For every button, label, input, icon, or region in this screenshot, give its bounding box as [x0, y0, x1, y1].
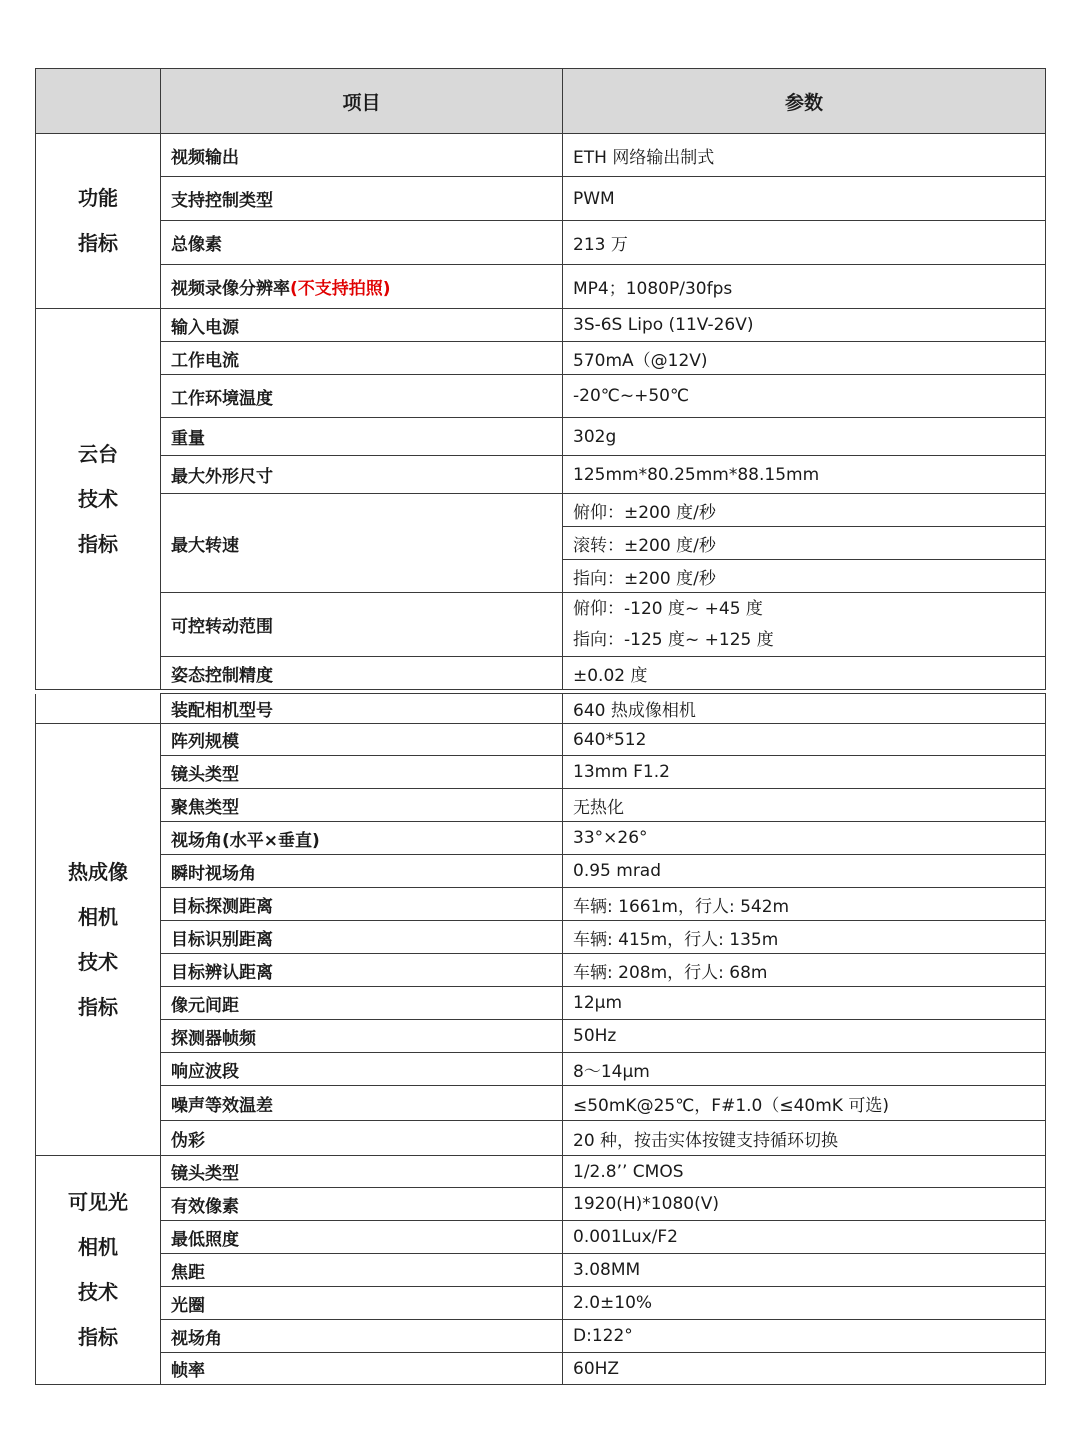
item-cell: 工作电流	[161, 342, 563, 375]
table-row	[36, 1053, 1046, 1086]
value-cell: 50Hz	[563, 1020, 1046, 1053]
table-row	[36, 756, 1046, 789]
no-photo-note: (不支持拍照)	[290, 279, 391, 299]
table-row	[36, 921, 1046, 954]
table-row	[36, 1188, 1046, 1221]
item-cell: 装配相机型号	[161, 694, 563, 724]
value-cell: 125mm*80.25mm*88.15mm	[563, 456, 1046, 494]
value-cell: ±0.02 度	[563, 657, 1046, 690]
header-item: 项目	[161, 69, 563, 134]
header-row	[36, 69, 1046, 134]
item-cell: 响应波段	[161, 1053, 563, 1086]
item-cell: 视场角(水平×垂直)	[161, 822, 563, 855]
value-cell: 滚转：±200 度/秒	[563, 527, 1046, 560]
table-row	[36, 342, 1046, 375]
item-cell: 伪彩	[161, 1121, 563, 1156]
value-cell: 3.08MM	[563, 1254, 1046, 1287]
table-row	[36, 822, 1046, 855]
table-row	[36, 1254, 1046, 1287]
value-cell: 1/2.8’’ CMOS	[563, 1156, 1046, 1188]
item-cell: 最大转速	[161, 494, 563, 593]
item-cell: 视频输出	[161, 134, 563, 177]
table-row	[36, 265, 1046, 309]
item-cell: 支持控制类型	[161, 177, 563, 221]
value-cell: ≤50mK@25℃，F#1.0（≤40mK 可选)	[563, 1086, 1046, 1121]
value-cell: 俯仰：-120 度~ +45 度 指向：-125 度~ +125 度	[563, 593, 1046, 657]
value-cell: 12μm	[563, 987, 1046, 1020]
value-cell: 302g	[563, 418, 1046, 456]
value-cell: 3S-6S Lipo (11V-26V)	[563, 309, 1046, 342]
item-cell: 姿态控制精度	[161, 657, 563, 690]
table-row	[36, 987, 1046, 1020]
table-row	[36, 855, 1046, 888]
table-row	[36, 724, 1046, 756]
value-cell: 0.95 mrad	[563, 855, 1046, 888]
value-cell: 指向：±200 度/秒	[563, 560, 1046, 593]
table-row	[36, 1020, 1046, 1053]
table-row	[36, 1353, 1046, 1385]
table-row	[36, 221, 1046, 265]
table-row	[36, 494, 1046, 527]
table-row	[36, 309, 1046, 342]
item-cell: 目标辨认距离	[161, 954, 563, 987]
table-row	[36, 1156, 1046, 1188]
value-cell: 60HZ	[563, 1353, 1046, 1385]
value-cell: 车辆: 415m，行人: 135m	[563, 921, 1046, 954]
item-cell: 目标探测距离	[161, 888, 563, 921]
table-row	[36, 1121, 1046, 1156]
item-cell: 阵列规模	[161, 724, 563, 756]
table-row	[36, 657, 1046, 690]
item-cell: 帧率	[161, 1353, 563, 1385]
value-cell: -20℃~+50℃	[563, 375, 1046, 418]
value-cell: 车辆: 208m，行人: 68m	[563, 954, 1046, 987]
item-cell: 有效像素	[161, 1188, 563, 1221]
header-blank	[36, 69, 161, 134]
item-cell: 探测器帧频	[161, 1020, 563, 1053]
table-row	[36, 789, 1046, 822]
value-cell: 2.0±10%	[563, 1287, 1046, 1320]
table-row	[36, 134, 1046, 177]
item-cell: 镜头类型	[161, 756, 563, 789]
value-cell: MP4；1080P/30fps	[563, 265, 1046, 309]
item-cell: 像元间距	[161, 987, 563, 1020]
value-cell: 1920(H)*1080(V)	[563, 1188, 1046, 1221]
value-cell: 车辆: 1661m，行人: 542m	[563, 888, 1046, 921]
value-cell: PWM	[563, 177, 1046, 221]
item-cell: 输入电源	[161, 309, 563, 342]
item-cell: 光圈	[161, 1287, 563, 1320]
spec-table-2	[35, 693, 1046, 1385]
table-row	[36, 1221, 1046, 1254]
item-cell: 最大外形尺寸	[161, 456, 563, 494]
header-param: 参数	[563, 69, 1046, 134]
item-cell: 噪声等效温差	[161, 1086, 563, 1121]
item-cell: 镜头类型	[161, 1156, 563, 1188]
value-cell: 0.001Lux/F2	[563, 1221, 1046, 1254]
value-cell: 8～14μm	[563, 1053, 1046, 1086]
table-row	[36, 888, 1046, 921]
item-cell: 工作环境温度	[161, 375, 563, 418]
item-cell: 可控转动范围	[161, 593, 563, 657]
group-func: 功能 指标	[36, 134, 161, 309]
item-cell: 目标识别距离	[161, 921, 563, 954]
value-cell: 俯仰：±200 度/秒	[563, 494, 1046, 527]
value-cell: 33°×26°	[563, 822, 1046, 855]
value-cell: 640 热成像相机	[563, 694, 1046, 724]
table-row	[36, 177, 1046, 221]
group-visible: 可见光 相机 技术 指标	[36, 1156, 161, 1385]
value-cell: 570mA（@12V)	[563, 342, 1046, 375]
table-row	[36, 375, 1046, 418]
value-cell: 640*512	[563, 724, 1046, 756]
item-cell: 重量	[161, 418, 563, 456]
value-cell: 20 种，按击实体按键支持循环切换	[563, 1121, 1046, 1156]
table-row	[36, 954, 1046, 987]
item-cell: 总像素	[161, 221, 563, 265]
item-cell: 视场角	[161, 1320, 563, 1353]
value-cell: 213 万	[563, 221, 1046, 265]
value-cell: 13mm F1.2	[563, 756, 1046, 789]
item-cell: 聚焦类型	[161, 789, 563, 822]
item-cell: 最低照度	[161, 1221, 563, 1254]
group-gimbal-tail	[36, 694, 161, 724]
table-row	[36, 456, 1046, 494]
value-cell: 无热化	[563, 789, 1046, 822]
table-row	[36, 1320, 1046, 1353]
table-row	[36, 1287, 1046, 1320]
table-row	[36, 1086, 1046, 1121]
value-cell: ETH 网络输出制式	[563, 134, 1046, 177]
item-cell: 瞬时视场角	[161, 855, 563, 888]
table-row	[36, 418, 1046, 456]
item-cell: 视频录像分辨率(不支持拍照)	[161, 265, 563, 309]
group-thermal: 热成像 相机 技术 指标	[36, 724, 161, 1156]
spec-table	[35, 68, 1046, 721]
table-row	[36, 694, 1046, 724]
table-row	[36, 593, 1046, 657]
group-gimbal: 云台 技术 指标	[36, 309, 161, 690]
value-cell: D:122°	[563, 1320, 1046, 1353]
item-cell: 焦距	[161, 1254, 563, 1287]
